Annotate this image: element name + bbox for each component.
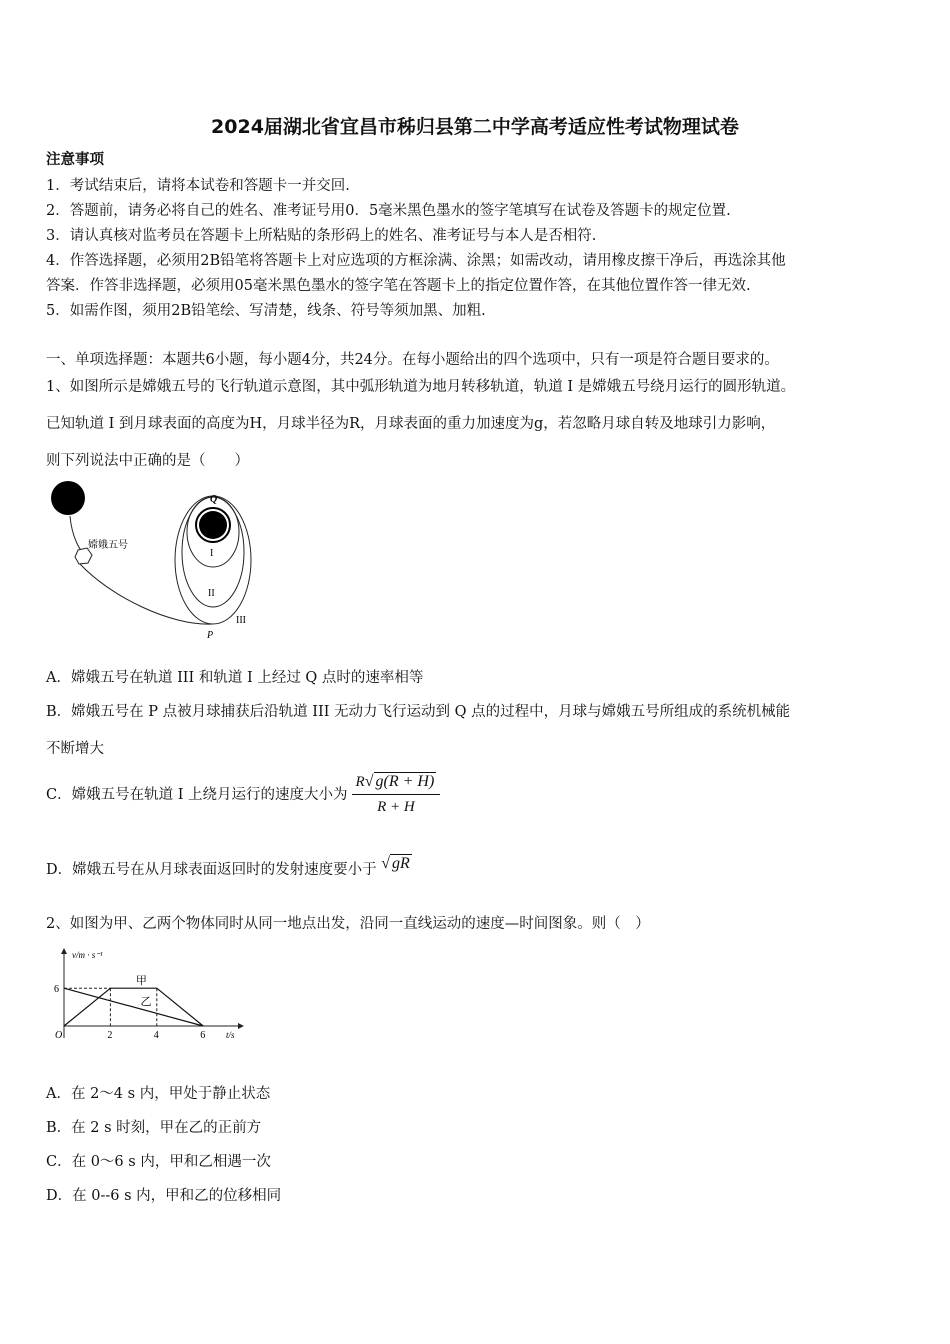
notice-item: 5．如需作图，须用2B铅笔绘、写清楚，线条、符号等须加黑、加粗. (46, 303, 486, 319)
notice-item: 3．请认真核对监考员在答题卡上所粘贴的条形码上的姓名、准考证号与本人是否相符. (46, 228, 597, 244)
transfer-orbit-lower (80, 564, 212, 624)
orbit-diagram (40, 476, 280, 644)
q2-option-b: B．在 2 s 时刻，甲在乙的正前方 (46, 1120, 262, 1136)
craft-label: 嫦娥五号 (88, 540, 128, 551)
point-p-label: P (207, 630, 214, 641)
transfer-orbit-upper (70, 516, 84, 554)
q2-option-c: C．在 0～6 s 内，甲和乙相遇一次 (46, 1154, 271, 1170)
sqrt-sign: √ gR (381, 855, 410, 872)
x-axis-label: t/s (226, 1030, 235, 1040)
earth (51, 481, 85, 515)
q2-stem: 2、如图为甲、乙两个物体同时从同一地点出发，沿同一直线运动的速度—时间图象。则（ ） (46, 916, 650, 932)
page-title: 2024届湖北省宜昌市秭归县第二中学高考适应性考试物理试卷 (211, 116, 739, 138)
velocity-time-chart (50, 946, 245, 1046)
sqrt-sign: √ g(R + H) (364, 773, 435, 790)
orbit-iii-label: III (236, 615, 246, 626)
q1-option-b-line1: B．嫦娥五号在 P 点被月球捕获后沿轨道 III 无动力飞行运动到 Q 点的过程中，月球与嫦娥五号所组成的系统机械能 (46, 704, 791, 720)
fraction-denominator: R + H (377, 799, 415, 815)
y-axis-label: v/m · s⁻¹ (72, 950, 103, 960)
notice-item: 1．考试结束后，请将本试卷和答题卡一并交回. (46, 178, 350, 194)
q2-option-d: D．在 0--6 s 内，甲和乙的位移相同 (46, 1188, 282, 1204)
x-tick-label: 4 (153, 1030, 159, 1041)
q1-stem-line1: 1、如图所示是嫦娥五号的飞行轨道示意图，其中弧形轨道为地月转移轨道，轨道 I 是嫦娥五号绕月运行的圆形轨道。 (46, 379, 796, 395)
series-label-yi: 乙 (140, 996, 152, 1009)
q1-stem-line2: 已知轨道 I 到月球表面的高度为H，月球半径为R，月球表面的重力加速度为g，若忽略月球自转及地球引力影响， (46, 416, 776, 432)
q1-stem-line3: 则下列说法中正确的是（ ） (46, 453, 249, 469)
q1-option-c-text: C．嫦娥五号在轨道 I 上绕月运行的速度大小为 (46, 786, 348, 803)
q1-option-d (46, 855, 412, 880)
option-c-fraction (352, 772, 441, 817)
origin-label: O (55, 1030, 63, 1041)
notice-item: 2．答题前，请务必将自己的姓名、准考证号用0．5毫米黑色墨水的签字笔填写在试卷及答题卡的规定位置. (46, 203, 731, 219)
x-tick-label: 6 (200, 1030, 206, 1041)
orbit-i-label: I (210, 548, 214, 559)
q1-option-d-text: D．嫦娥五号在从月球表面返回时的发射速度要小于 (46, 862, 377, 878)
x-tick-label: 2 (107, 1030, 113, 1041)
x-axis-arrow (238, 1023, 244, 1029)
series-yi-line (64, 988, 203, 1026)
q2-option-a: A．在 2～4 s 内，甲处于静止状态 (46, 1086, 271, 1102)
q1-option-b-line2: 不断增大 (46, 741, 104, 757)
orbit-ii-label: II (208, 588, 215, 599)
point-q-label: Q (210, 494, 218, 505)
notice-item: 答案．作答非选择题，必须用05毫米黑色墨水的签字笔在答题卡上的指定位置作答，在其他位置作答一律无效. (46, 278, 751, 294)
notice-item: 4．作答选择题，必须用2B铅笔将答题卡上对应选项的方框涂满、涂黑；如需改动，请用橡皮擦干净后，再选涂其他 (46, 253, 786, 269)
y-tick-label: 6 (54, 984, 59, 996)
notice-heading: 注意事项 (46, 151, 104, 168)
y-axis-arrow (61, 948, 67, 954)
fraction-numerator: R√ g(R + H) (352, 772, 441, 795)
series-label-jia: 甲 (135, 975, 147, 988)
q1-option-a: A．嫦娥五号在轨道 III 和轨道 I 上经过 Q 点时的速率相等 (46, 670, 424, 686)
q1-option-c (46, 772, 440, 817)
section-header: 一、单项选择题：本题共6小题，每小题4分，共24分。在每小题给出的四个选项中，只有一项是符合题目要求的。 (46, 352, 779, 368)
moon (199, 511, 227, 539)
